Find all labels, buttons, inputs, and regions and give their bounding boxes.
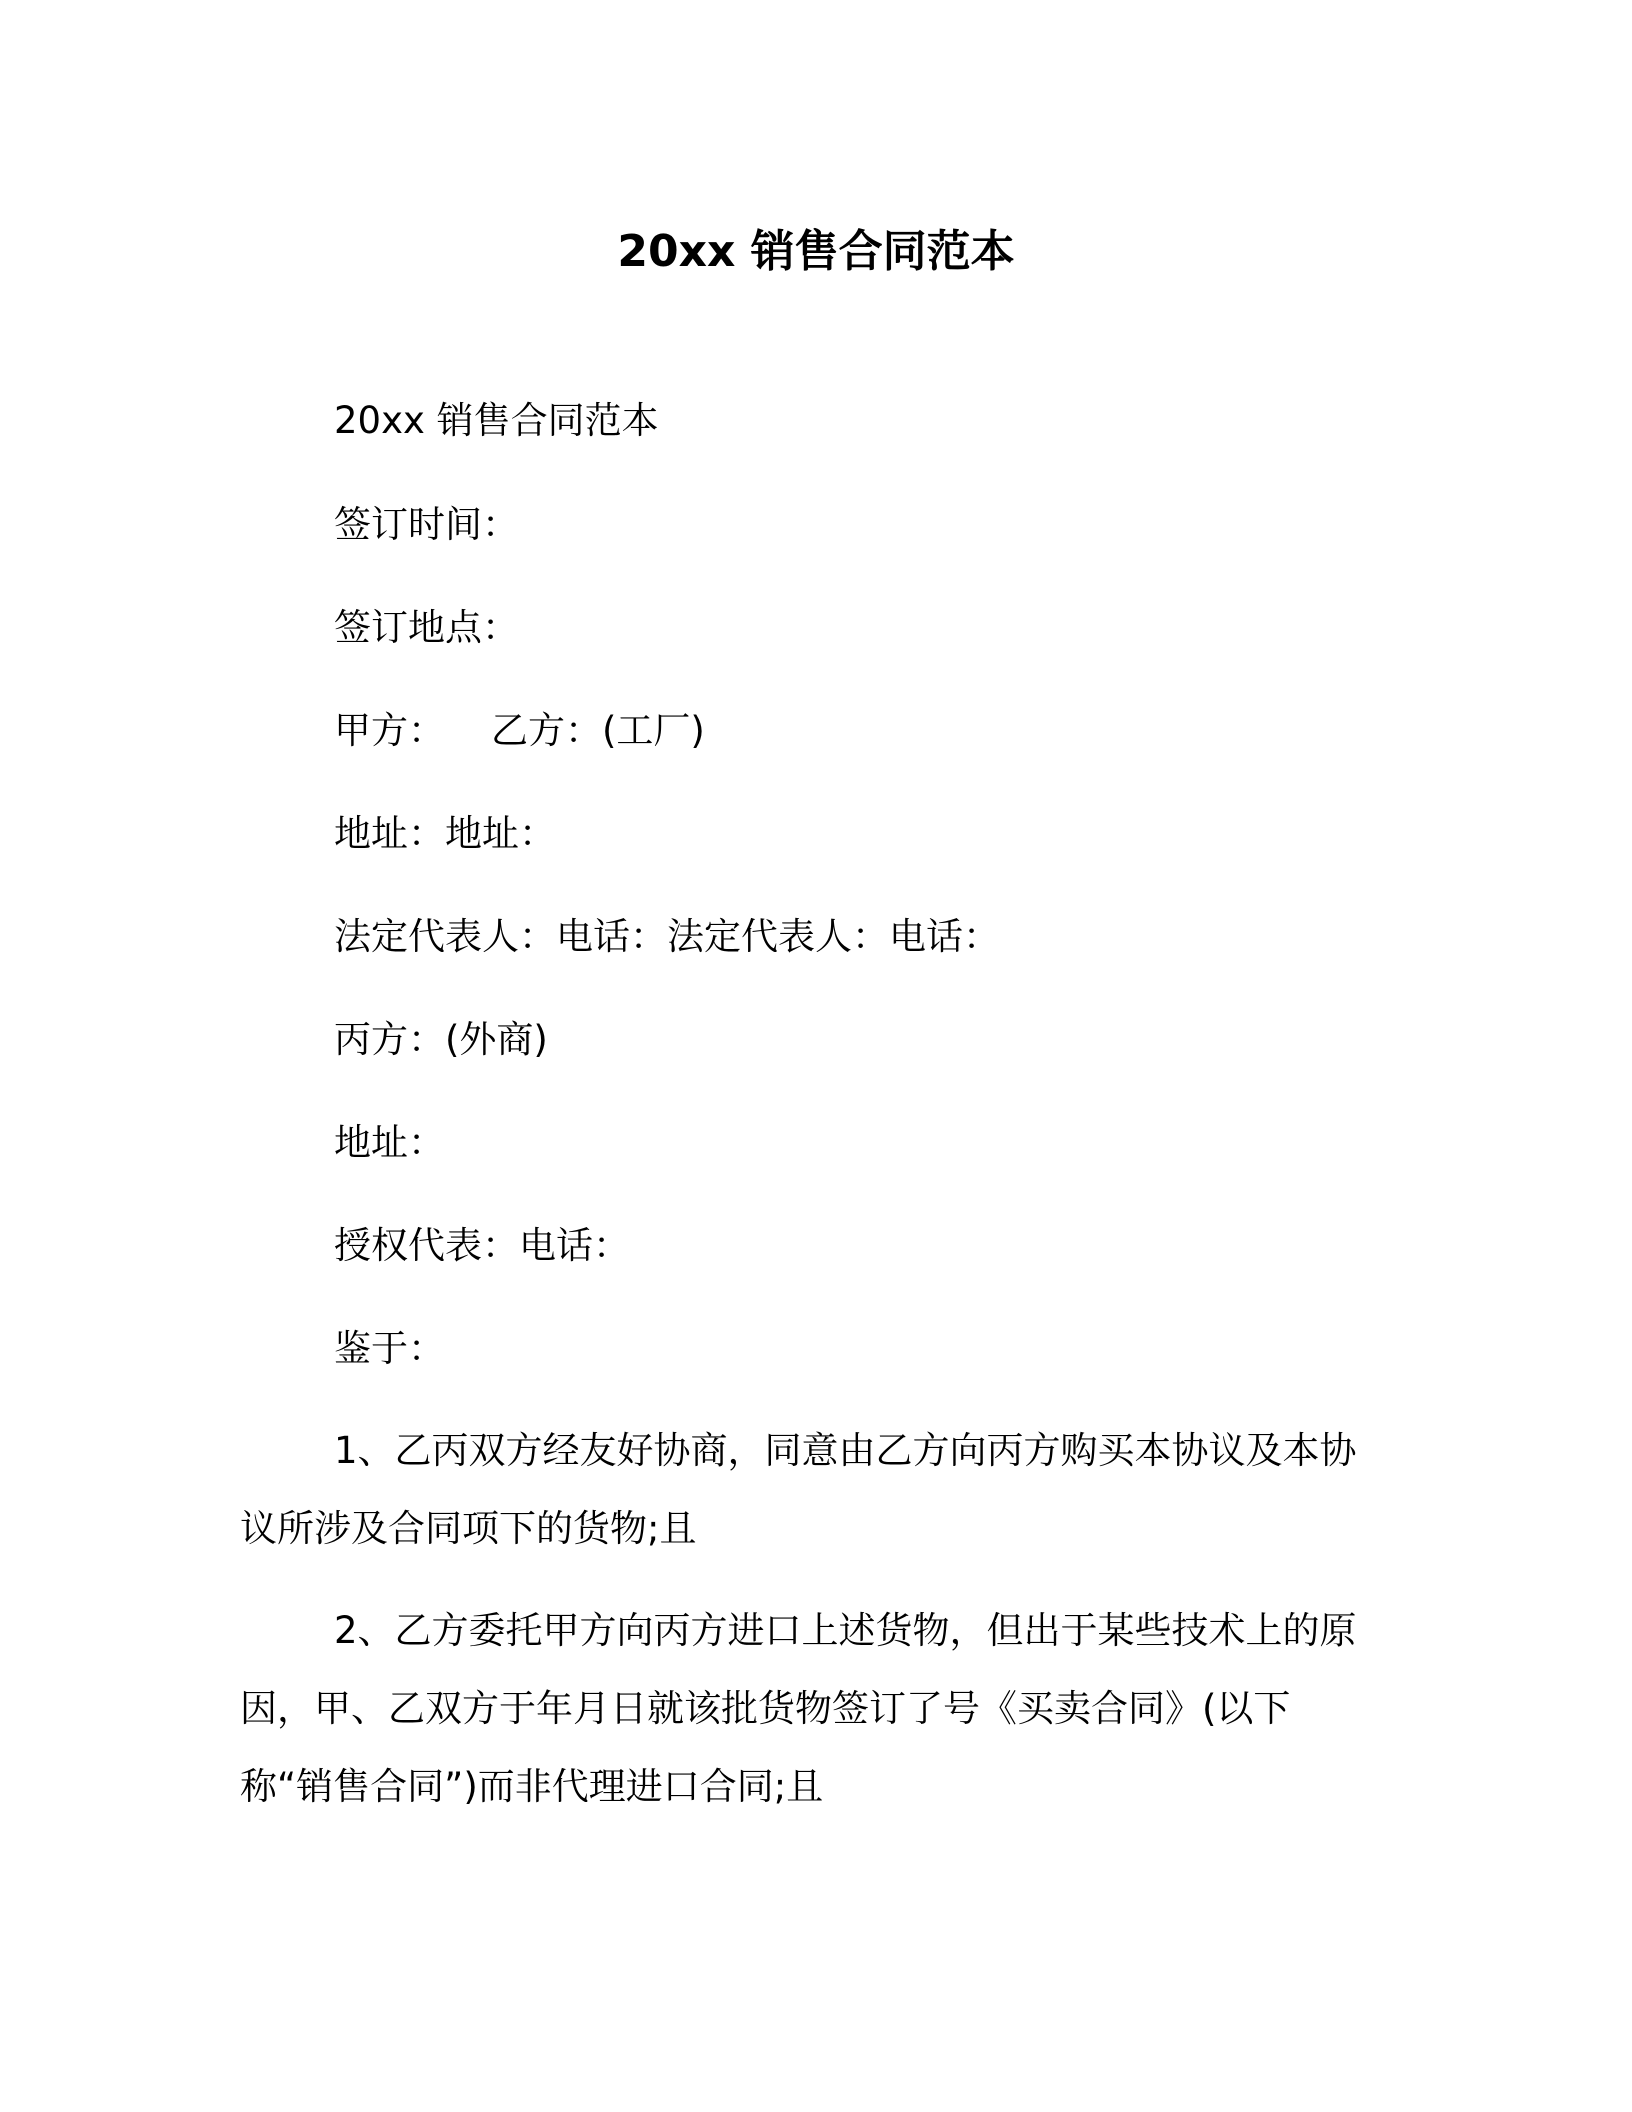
address-a-label: 地址： (334, 812, 445, 855)
legal-rep-line (334, 912, 1000, 962)
legal-rep-a-label: 法定代表人： (334, 915, 556, 958)
address-ab-line (334, 809, 556, 859)
auth-rep-label: 授权代表： (334, 1224, 519, 1267)
party-a-label: 甲方： (334, 709, 445, 752)
clause-paragraph-1: 1、乙丙双方经友好协商，同意由乙方向丙方购买本协议及本协议所涉及合同项下的货物;且 (240, 1429, 1357, 1550)
phone-b-label: 电话： (889, 915, 1000, 958)
address-b-label: 地址： (445, 812, 556, 855)
parties-ab-line (334, 706, 705, 756)
clause-paragraph-2: 2、乙方委托甲方向丙方进口上述货物，但出于某些技术上的原因，甲、乙双方于年月日就该批货物签订了号《买卖合同》(以下称“销售合同”)而非代理进口合同;且 (240, 1609, 1357, 1808)
phone-a-label: 电话： (556, 915, 667, 958)
auth-rep-line (334, 1221, 630, 1271)
party-c-field: 丙方：(外商) (334, 1018, 548, 1061)
whereas-label: 鉴于： (334, 1327, 445, 1370)
address-c-field: 地址： (334, 1121, 445, 1164)
legal-rep-b-label: 法定代表人： (667, 915, 889, 958)
document-subtitle: 20xx 销售合同范本 (334, 399, 659, 442)
sign-place-field: 签订地点： (334, 606, 519, 649)
document-title: 20xx 销售合同范本 (617, 226, 1015, 277)
sign-time-field: 签订时间： (334, 503, 519, 546)
phone-c-label: 电话： (519, 1224, 630, 1267)
party-b-label: 乙方：(工厂) (491, 709, 705, 752)
